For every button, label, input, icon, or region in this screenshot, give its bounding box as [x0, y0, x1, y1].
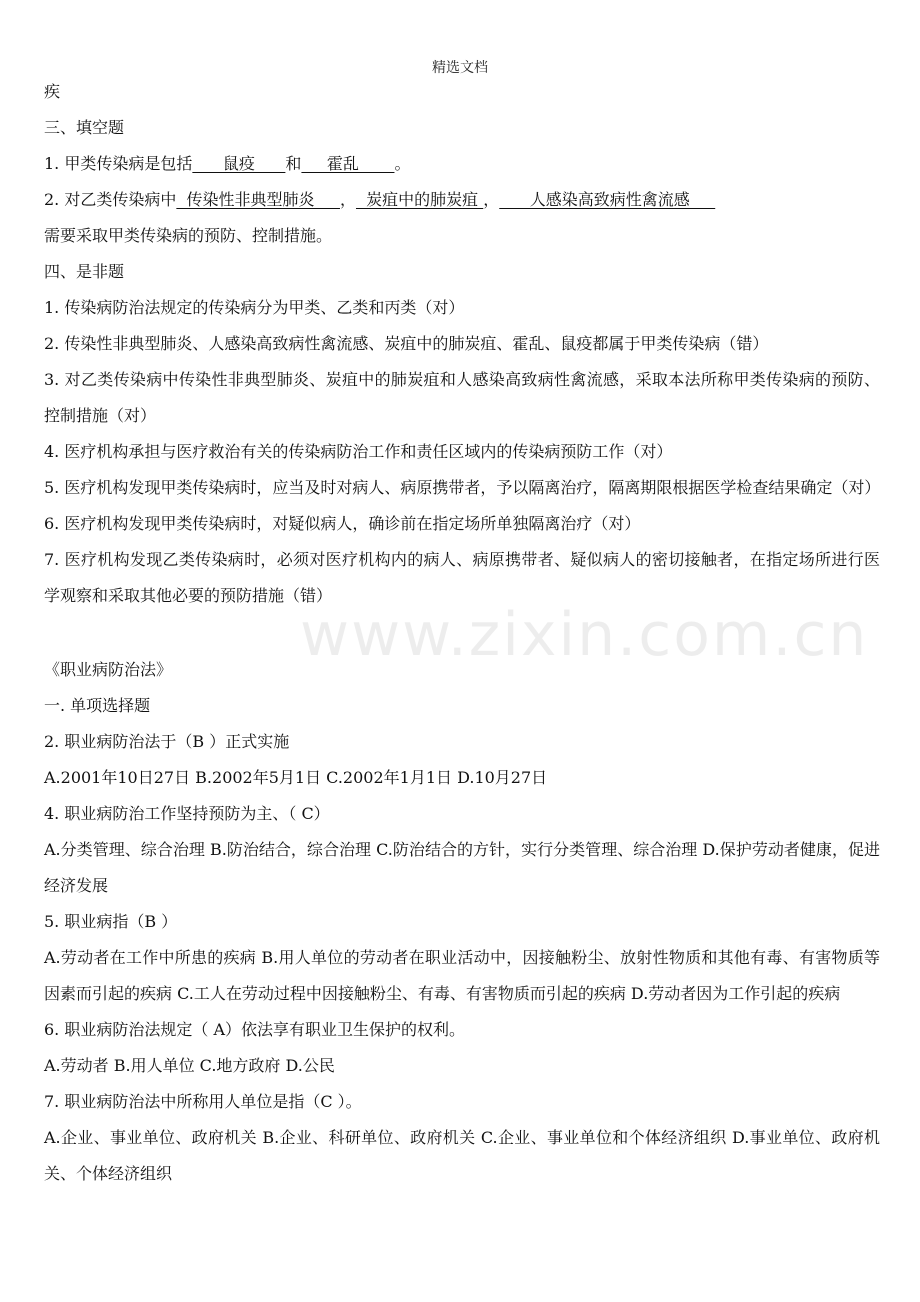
question-text: 。 — [394, 154, 411, 173]
fill-question-2 — [44, 182, 880, 218]
section-heading-true-false: 四、是非题 — [44, 262, 125, 281]
choice-options-2: A.2001年10日27日 B.2002年5月1日 C.2002年1月1日 D.10月27日 — [44, 768, 548, 787]
choice-question-7: 7. 职业病防治法中所称用人单位是指（C ）。 — [44, 1092, 362, 1111]
judge-question-7: 7. 医疗机构发现乙类传染病时，必须对医疗机构内的病人、病原携带者、疑似病人的密切接触者，在指定场所进行医学观察和采取其他必要的预防措施（错） — [44, 550, 880, 605]
section-heading-fill-in: 三、填空题 — [44, 118, 125, 137]
judge-question-2: 2. 传染性非典型肺炎、人感染高致病性禽流感、炭疽中的肺炭疽、霍乱、鼠疫都属于甲类传染病（错） — [44, 334, 769, 353]
answer-blank: 霍乱 — [301, 154, 395, 173]
question-text: 和 — [285, 154, 302, 173]
answer-blank: 鼠疫 — [192, 154, 286, 173]
text-line: 疾 — [44, 82, 61, 101]
choice-options-5: A.劳动者在工作中所患的疾病 B.用人单位的劳动者在职业活动中，因接触粉尘、放射性物质和其他有毒、有害物质等因素而引起的疾病 C.工人在劳动过程中因接触粉尘、有毒、有害物质而引起的疾病 D.劳动者因为工作引起的疾病 — [44, 948, 880, 1003]
answer-blank: 传染性非典型肺炎 — [176, 190, 340, 209]
choice-question-2: 2. 职业病防治法于（B ）正式实施 — [44, 732, 290, 751]
judge-question-6: 6. 医疗机构发现甲类传染病时，对疑似病人，确诊前在指定场所单独隔离治疗（对） — [44, 514, 641, 533]
choice-options-4: A.分类管理、综合治理 B.防治结合，综合治理 C.防治结合的方针，实行分类管理、综合治理 D.保护劳动者健康，促进经济发展 — [44, 840, 880, 895]
text-line: 需要采取甲类传染病的预防、控制措施。 — [44, 226, 333, 245]
choice-question-4: 4. 职业病防治工作坚持预防为主、（ C） — [44, 804, 330, 823]
answer-blank: 炭疽中的肺炭疽 — [355, 190, 484, 209]
answer-blank: 人感染高致病性禽流感 — [499, 190, 716, 209]
judge-question-5: 5. 医疗机构发现甲类传染病时，应当及时对病人、病原携带者，予以隔离治疗，隔离期限根据医学检查结果确定（对） — [44, 478, 881, 497]
page-header: 精选文档 — [432, 60, 488, 76]
choice-question-6: 6. 职业病防治法规定（ A）依法享有职业卫生保护的权利。 — [44, 1020, 465, 1039]
spacer — [44, 614, 880, 652]
choice-question-5: 5. 职业病指（B ） — [44, 912, 178, 931]
law-title: 《职业病防治法》 — [44, 660, 173, 679]
document-body — [44, 74, 880, 1192]
choice-options-7: A.企业、事业单位、政府机关 B.企业、科研单位、政府机关 C.企业、事业单位和个体经济组织 D.事业单位、政府机关、个体经济组织 — [44, 1128, 880, 1183]
section-heading-single-choice: 一. 单项选择题 — [44, 696, 151, 715]
judge-question-4: 4. 医疗机构承担与医疗救治有关的传染病防治工作和责任区域内的传染病预防工作（对） — [44, 442, 673, 461]
choice-options-6: A.劳动者 B.用人单位 C.地方政府 D.公民 — [44, 1056, 335, 1075]
question-text: ， — [339, 190, 356, 209]
question-text: ， — [483, 190, 500, 209]
fill-question-1 — [44, 146, 880, 182]
question-text: 1. 甲类传染病是包括 — [44, 154, 193, 173]
watermark: www.zixin.com.cn — [300, 600, 869, 670]
question-text: 2. 对乙类传染病中 — [44, 190, 177, 209]
judge-question-1: 1. 传染病防治法规定的传染病分为甲类、乙类和丙类（对） — [44, 298, 465, 317]
judge-question-3: 3. 对乙类传染病中传染性非典型肺炎、炭疽中的肺炭疽和人感染高致病性禽流感，采取本法所称甲类传染病的预防、控制措施（对） — [44, 370, 880, 425]
